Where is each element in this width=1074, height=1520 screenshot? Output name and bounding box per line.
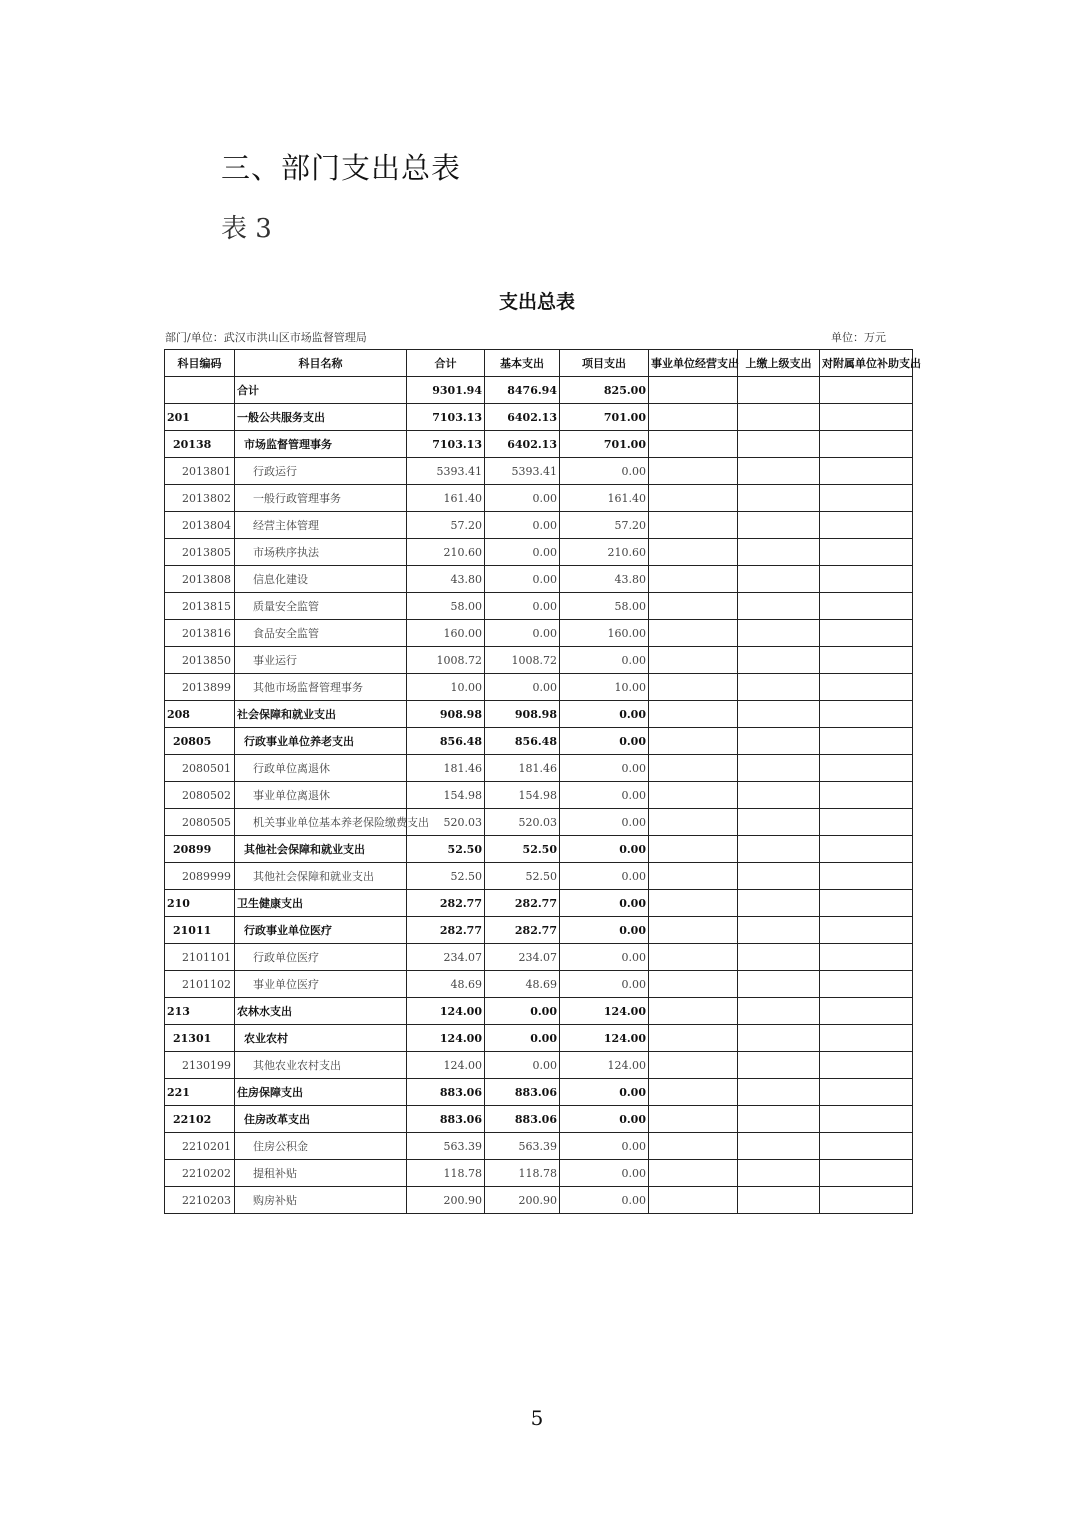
basic-cell: 5393.41 — [485, 458, 560, 485]
expenditure-table — [164, 349, 921, 1214]
upper-cell — [738, 377, 820, 404]
basic-cell: 0.00 — [485, 512, 560, 539]
subsidy-cell — [820, 431, 913, 458]
name-cell: 机关事业单位基本养老保险缴费支出 — [235, 809, 407, 836]
subsidy-cell — [820, 1052, 913, 1079]
name-cell: 卫生健康支出 — [235, 890, 407, 917]
code-cell: 2013816 — [165, 620, 235, 647]
code-cell: 2013815 — [165, 593, 235, 620]
project-cell: 124.00 — [560, 1052, 649, 1079]
subsidy-cell — [820, 566, 913, 593]
subsidy-cell — [820, 890, 913, 917]
code-cell: 2130199 — [165, 1052, 235, 1079]
name-cell: 质量安全监管 — [235, 593, 407, 620]
table-row — [165, 890, 913, 917]
total-cell: 7103.13 — [407, 404, 485, 431]
subsidy-cell — [820, 485, 913, 512]
basic-cell: 0.00 — [485, 593, 560, 620]
table-row — [165, 620, 913, 647]
project-cell: 0.00 — [560, 458, 649, 485]
subsidy-cell — [820, 998, 913, 1025]
name-cell: 行政单位医疗 — [235, 944, 407, 971]
total-cell: 43.80 — [407, 566, 485, 593]
subsidy-cell — [820, 539, 913, 566]
name-cell: 一般行政管理事务 — [235, 485, 407, 512]
project-cell: 0.00 — [560, 1079, 649, 1106]
total-cell: 856.48 — [407, 728, 485, 755]
name-cell: 合计 — [235, 377, 407, 404]
table-row — [165, 782, 913, 809]
business-cell — [649, 674, 738, 701]
project-cell: 825.00 — [560, 377, 649, 404]
upper-cell — [738, 1133, 820, 1160]
upper-cell — [738, 1052, 820, 1079]
basic-cell: 234.07 — [485, 944, 560, 971]
section-heading: 三、部门支出总表 — [221, 151, 462, 185]
subsidy-cell — [820, 512, 913, 539]
code-cell: 2013899 — [165, 674, 235, 701]
code-cell: 213 — [165, 998, 235, 1025]
total-cell: 883.06 — [407, 1079, 485, 1106]
business-cell — [649, 512, 738, 539]
total-cell: 210.60 — [407, 539, 485, 566]
project-cell: 0.00 — [560, 1160, 649, 1187]
total-cell: 124.00 — [407, 998, 485, 1025]
subsidy-cell — [820, 1079, 913, 1106]
basic-cell: 6402.13 — [485, 404, 560, 431]
basic-cell: 563.39 — [485, 1133, 560, 1160]
business-cell — [649, 1106, 738, 1133]
name-cell: 其他社会保障和就业支出 — [235, 863, 407, 890]
total-cell: 282.77 — [407, 917, 485, 944]
project-cell: 0.00 — [560, 701, 649, 728]
table-row — [165, 836, 913, 863]
project-cell: 124.00 — [560, 998, 649, 1025]
business-cell — [649, 377, 738, 404]
name-cell: 购房补贴 — [235, 1187, 407, 1214]
header-cell: 项目支出 — [560, 350, 649, 377]
basic-cell: 154.98 — [485, 782, 560, 809]
code-cell: 2013850 — [165, 647, 235, 674]
total-cell: 154.98 — [407, 782, 485, 809]
name-cell: 食品安全监管 — [235, 620, 407, 647]
upper-cell — [738, 944, 820, 971]
table-body — [165, 377, 913, 1214]
upper-cell — [738, 566, 820, 593]
name-cell: 行政单位离退休 — [235, 755, 407, 782]
header-cell: 科目编码 — [165, 350, 235, 377]
project-cell: 0.00 — [560, 1187, 649, 1214]
table-row — [165, 1160, 913, 1187]
upper-cell — [738, 674, 820, 701]
business-cell — [649, 863, 738, 890]
name-cell: 行政事业单位养老支出 — [235, 728, 407, 755]
table-row — [165, 809, 913, 836]
project-cell: 210.60 — [560, 539, 649, 566]
table-row — [165, 971, 913, 998]
table-row — [165, 755, 913, 782]
subsidy-cell — [820, 593, 913, 620]
table-row — [165, 1025, 913, 1052]
business-cell — [649, 404, 738, 431]
total-cell: 161.40 — [407, 485, 485, 512]
project-cell: 58.00 — [560, 593, 649, 620]
project-cell: 0.00 — [560, 890, 649, 917]
name-cell: 住房公积金 — [235, 1133, 407, 1160]
business-cell — [649, 458, 738, 485]
basic-cell: 181.46 — [485, 755, 560, 782]
basic-cell: 6402.13 — [485, 431, 560, 458]
project-cell: 43.80 — [560, 566, 649, 593]
name-cell: 社会保障和就业支出 — [235, 701, 407, 728]
code-cell: 221 — [165, 1079, 235, 1106]
total-cell: 234.07 — [407, 944, 485, 971]
subsidy-cell — [820, 755, 913, 782]
business-cell — [649, 728, 738, 755]
table-row — [165, 917, 913, 944]
total-cell: 118.78 — [407, 1160, 485, 1187]
code-cell: 208 — [165, 701, 235, 728]
code-cell: 2013805 — [165, 539, 235, 566]
code-cell: 2080505 — [165, 809, 235, 836]
upper-cell — [738, 1160, 820, 1187]
table-row — [165, 593, 913, 620]
project-cell: 57.20 — [560, 512, 649, 539]
basic-cell: 0.00 — [485, 620, 560, 647]
total-cell: 52.50 — [407, 836, 485, 863]
table-number: 表 3 — [221, 214, 272, 244]
total-cell: 48.69 — [407, 971, 485, 998]
basic-cell: 282.77 — [485, 890, 560, 917]
code-cell: 2013808 — [165, 566, 235, 593]
total-cell: 10.00 — [407, 674, 485, 701]
subsidy-cell — [820, 1025, 913, 1052]
upper-cell — [738, 1025, 820, 1052]
code-cell: 2089999 — [165, 863, 235, 890]
business-cell — [649, 701, 738, 728]
business-cell — [649, 1187, 738, 1214]
table-row — [165, 512, 913, 539]
total-cell: 883.06 — [407, 1106, 485, 1133]
basic-cell: 282.77 — [485, 917, 560, 944]
name-cell: 提租补贴 — [235, 1160, 407, 1187]
name-cell: 其他市场监督管理事务 — [235, 674, 407, 701]
name-cell: 市场秩序执法 — [235, 539, 407, 566]
table-row — [165, 1106, 913, 1133]
header-cell: 合计 — [407, 350, 485, 377]
name-cell: 行政运行 — [235, 458, 407, 485]
code-cell: 2013804 — [165, 512, 235, 539]
name-cell: 行政事业单位医疗 — [235, 917, 407, 944]
business-cell — [649, 1133, 738, 1160]
name-cell: 事业单位离退休 — [235, 782, 407, 809]
table-title: 支出总表 — [498, 291, 575, 313]
business-cell — [649, 1160, 738, 1187]
table-row — [165, 674, 913, 701]
total-cell: 908.98 — [407, 701, 485, 728]
business-cell — [649, 755, 738, 782]
name-cell: 其他社会保障和就业支出 — [235, 836, 407, 863]
project-cell: 0.00 — [560, 944, 649, 971]
business-cell — [649, 485, 738, 512]
code-cell: 2101102 — [165, 971, 235, 998]
total-cell: 563.39 — [407, 1133, 485, 1160]
header-cell: 科目名称 — [235, 350, 407, 377]
basic-cell: 883.06 — [485, 1079, 560, 1106]
table-row — [165, 863, 913, 890]
basic-cell: 1008.72 — [485, 647, 560, 674]
basic-cell: 0.00 — [485, 674, 560, 701]
basic-cell: 48.69 — [485, 971, 560, 998]
total-cell: 52.50 — [407, 863, 485, 890]
business-cell — [649, 836, 738, 863]
total-cell: 282.77 — [407, 890, 485, 917]
project-cell: 0.00 — [560, 1106, 649, 1133]
business-cell — [649, 1025, 738, 1052]
project-cell: 0.00 — [560, 1133, 649, 1160]
total-cell: 7103.13 — [407, 431, 485, 458]
table-row — [165, 701, 913, 728]
upper-cell — [738, 620, 820, 647]
table-row — [165, 431, 913, 458]
table-row — [165, 728, 913, 755]
project-cell: 0.00 — [560, 728, 649, 755]
basic-cell: 0.00 — [485, 566, 560, 593]
subsidy-cell — [820, 971, 913, 998]
project-cell: 124.00 — [560, 1025, 649, 1052]
code-cell: 21011 — [165, 917, 235, 944]
page-number: 5 — [530, 1406, 544, 1430]
upper-cell — [738, 1079, 820, 1106]
subsidy-cell — [820, 782, 913, 809]
unit-label: 单位：万元 — [831, 331, 886, 344]
basic-cell: 0.00 — [485, 998, 560, 1025]
name-cell: 经营主体管理 — [235, 512, 407, 539]
business-cell — [649, 566, 738, 593]
project-cell: 0.00 — [560, 917, 649, 944]
table-row — [165, 404, 913, 431]
subsidy-cell — [820, 647, 913, 674]
upper-cell — [738, 836, 820, 863]
project-cell: 701.00 — [560, 431, 649, 458]
code-cell: 2101101 — [165, 944, 235, 971]
subsidy-cell — [820, 863, 913, 890]
project-cell: 0.00 — [560, 836, 649, 863]
business-cell — [649, 809, 738, 836]
project-cell: 160.00 — [560, 620, 649, 647]
subsidy-cell — [820, 944, 913, 971]
code-cell: 21301 — [165, 1025, 235, 1052]
subsidy-cell — [820, 809, 913, 836]
code-cell: 2210201 — [165, 1133, 235, 1160]
total-cell: 124.00 — [407, 1052, 485, 1079]
project-cell: 0.00 — [560, 782, 649, 809]
project-cell: 0.00 — [560, 755, 649, 782]
upper-cell — [738, 863, 820, 890]
table-row — [165, 377, 913, 404]
upper-cell — [738, 539, 820, 566]
table-row — [165, 485, 913, 512]
project-cell: 0.00 — [560, 647, 649, 674]
basic-cell: 856.48 — [485, 728, 560, 755]
business-cell — [649, 593, 738, 620]
table-row — [165, 944, 913, 971]
project-cell: 0.00 — [560, 971, 649, 998]
subsidy-cell — [820, 620, 913, 647]
subsidy-cell — [820, 1160, 913, 1187]
code-cell: 210 — [165, 890, 235, 917]
subsidy-cell — [820, 377, 913, 404]
name-cell: 住房保障支出 — [235, 1079, 407, 1106]
upper-cell — [738, 1106, 820, 1133]
header-cell: 基本支出 — [485, 350, 560, 377]
upper-cell — [738, 458, 820, 485]
total-cell: 200.90 — [407, 1187, 485, 1214]
project-cell: 701.00 — [560, 404, 649, 431]
code-cell: 22102 — [165, 1106, 235, 1133]
subsidy-cell — [820, 917, 913, 944]
basic-cell: 0.00 — [485, 1052, 560, 1079]
code-cell: 2210202 — [165, 1160, 235, 1187]
code-cell: 2013802 — [165, 485, 235, 512]
basic-cell: 0.00 — [485, 1025, 560, 1052]
subsidy-cell — [820, 404, 913, 431]
business-cell — [649, 890, 738, 917]
code-cell: 2013801 — [165, 458, 235, 485]
subsidy-cell — [820, 836, 913, 863]
total-cell: 124.00 — [407, 1025, 485, 1052]
subsidy-cell — [820, 728, 913, 755]
name-cell: 信息化建设 — [235, 566, 407, 593]
subsidy-cell — [820, 701, 913, 728]
business-cell — [649, 998, 738, 1025]
table-row — [165, 458, 913, 485]
total-cell: 5393.41 — [407, 458, 485, 485]
basic-cell: 52.50 — [485, 836, 560, 863]
basic-cell: 8476.94 — [485, 377, 560, 404]
code-cell: 2080501 — [165, 755, 235, 782]
header-cell: 对附属单位补助支出 — [820, 350, 913, 377]
business-cell — [649, 620, 738, 647]
project-cell: 10.00 — [560, 674, 649, 701]
business-cell — [649, 1079, 738, 1106]
upper-cell — [738, 998, 820, 1025]
business-cell — [649, 539, 738, 566]
table-row — [165, 1052, 913, 1079]
header-cell: 上缴上级支出 — [738, 350, 820, 377]
table-row — [165, 1133, 913, 1160]
upper-cell — [738, 512, 820, 539]
code-cell: 20805 — [165, 728, 235, 755]
name-cell: 农业农村 — [235, 1025, 407, 1052]
table-row — [165, 1187, 913, 1214]
basic-cell: 883.06 — [485, 1106, 560, 1133]
code-cell — [165, 377, 235, 404]
header-cell: 事业单位经营支出 — [649, 350, 738, 377]
total-cell: 520.03 — [407, 809, 485, 836]
basic-cell: 118.78 — [485, 1160, 560, 1187]
basic-cell: 0.00 — [485, 539, 560, 566]
table-row — [165, 1079, 913, 1106]
upper-cell — [738, 485, 820, 512]
project-cell: 0.00 — [560, 863, 649, 890]
upper-cell — [738, 1187, 820, 1214]
code-cell: 201 — [165, 404, 235, 431]
code-cell: 20138 — [165, 431, 235, 458]
upper-cell — [738, 971, 820, 998]
total-cell: 181.46 — [407, 755, 485, 782]
project-cell: 0.00 — [560, 809, 649, 836]
subsidy-cell — [820, 1187, 913, 1214]
name-cell: 市场监督管理事务 — [235, 431, 407, 458]
table-row — [165, 998, 913, 1025]
upper-cell — [738, 728, 820, 755]
project-cell: 161.40 — [560, 485, 649, 512]
basic-cell: 200.90 — [485, 1187, 560, 1214]
business-cell — [649, 647, 738, 674]
code-cell: 20899 — [165, 836, 235, 863]
code-cell: 2080502 — [165, 782, 235, 809]
name-cell: 其他农业农村支出 — [235, 1052, 407, 1079]
upper-cell — [738, 782, 820, 809]
upper-cell — [738, 593, 820, 620]
subsidy-cell — [820, 674, 913, 701]
department-label: 部门/单位：武汉市洪山区市场监督管理局 — [165, 331, 367, 344]
subsidy-cell — [820, 458, 913, 485]
total-cell: 160.00 — [407, 620, 485, 647]
total-cell: 9301.94 — [407, 377, 485, 404]
name-cell: 一般公共服务支出 — [235, 404, 407, 431]
basic-cell: 520.03 — [485, 809, 560, 836]
business-cell — [649, 431, 738, 458]
table-row — [165, 539, 913, 566]
subsidy-cell — [820, 1106, 913, 1133]
table-row — [165, 566, 913, 593]
total-cell: 58.00 — [407, 593, 485, 620]
subsidy-cell — [820, 1133, 913, 1160]
upper-cell — [738, 404, 820, 431]
business-cell — [649, 1052, 738, 1079]
basic-cell: 908.98 — [485, 701, 560, 728]
upper-cell — [738, 647, 820, 674]
name-cell: 住房改革支出 — [235, 1106, 407, 1133]
table-header-row — [165, 350, 913, 377]
upper-cell — [738, 917, 820, 944]
total-cell: 57.20 — [407, 512, 485, 539]
basic-cell: 0.00 — [485, 485, 560, 512]
name-cell: 农林水支出 — [235, 998, 407, 1025]
upper-cell — [738, 890, 820, 917]
upper-cell — [738, 809, 820, 836]
name-cell: 事业单位医疗 — [235, 971, 407, 998]
business-cell — [649, 782, 738, 809]
table-row — [165, 647, 913, 674]
upper-cell — [738, 701, 820, 728]
basic-cell: 52.50 — [485, 863, 560, 890]
code-cell: 2210203 — [165, 1187, 235, 1214]
business-cell — [649, 917, 738, 944]
business-cell — [649, 944, 738, 971]
upper-cell — [738, 755, 820, 782]
name-cell: 事业运行 — [235, 647, 407, 674]
total-cell: 1008.72 — [407, 647, 485, 674]
business-cell — [649, 971, 738, 998]
upper-cell — [738, 431, 820, 458]
